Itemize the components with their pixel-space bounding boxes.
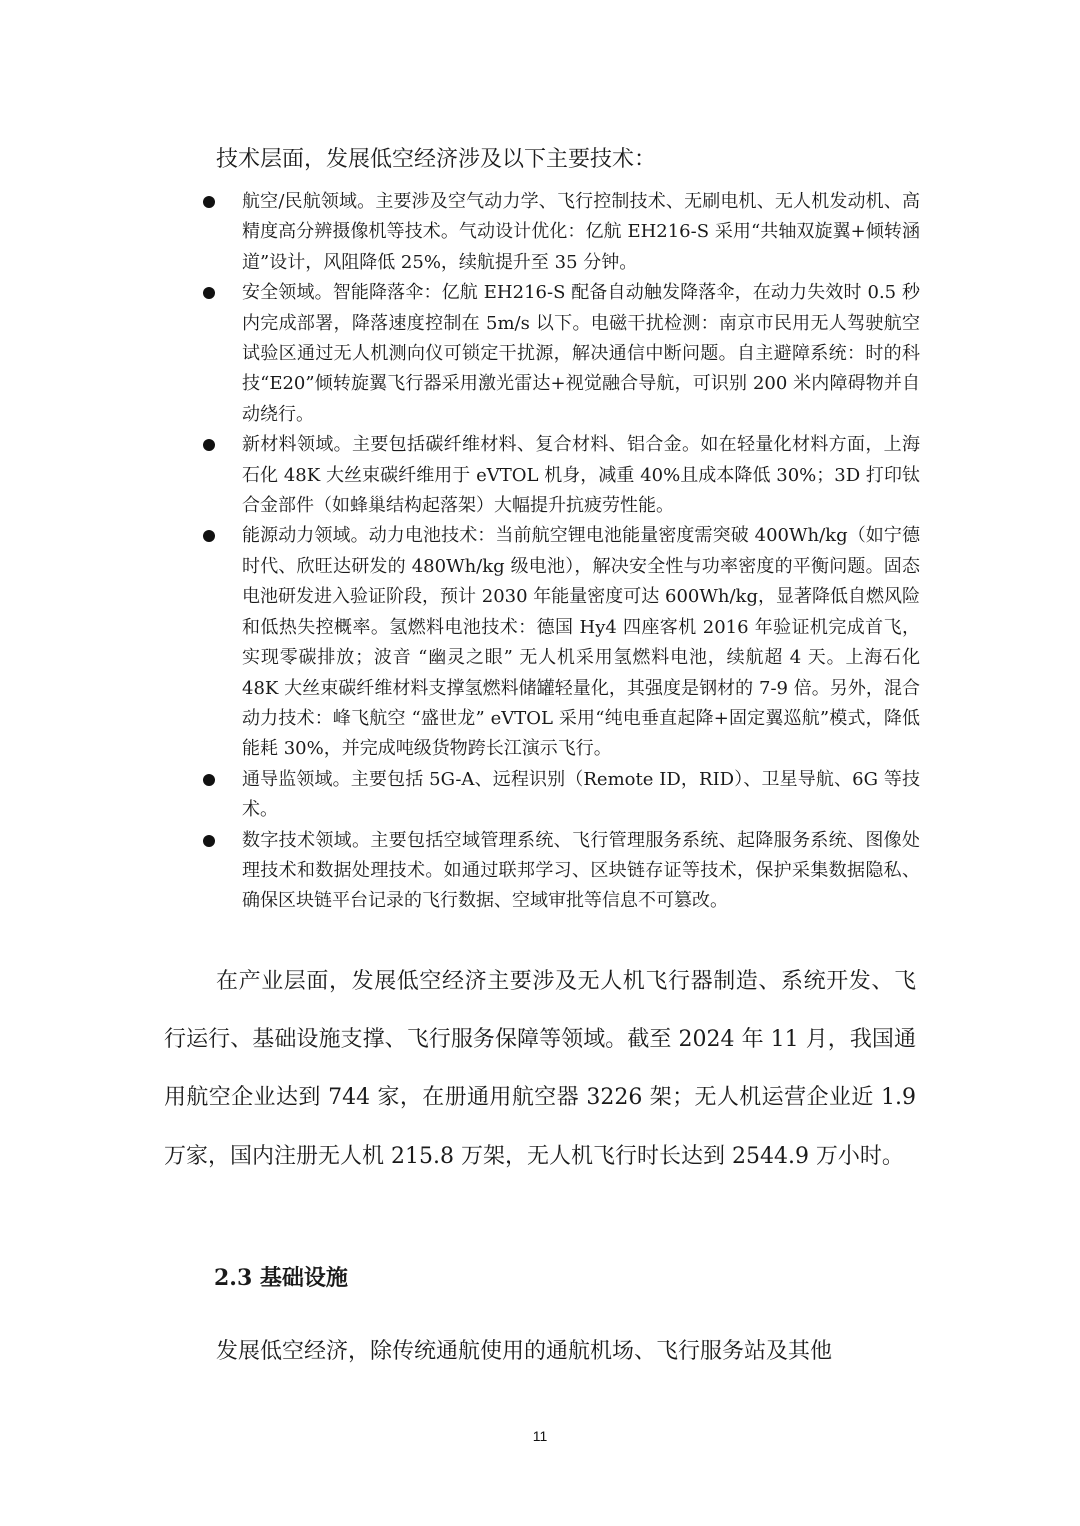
intro-paragraph: 技术层面，发展低空经济涉及以下主要技术： bbox=[216, 147, 657, 172]
industry-paragraph: 在产业层面，发展低空经济主要涉及无人机飞行器制造、系统开发、飞行运行、基础设施支撑、飞行服务保障等领域。截至 2024 年 11 月，我国通用航空企业达到 744 家，在册通用航空器 3226 架；无人机运营企业近 1.9 万家，国内注册无人机 215.8 万架，无人机飞行时长达到 2544.9 万小时。 bbox=[164, 969, 916, 1169]
bullet-dot-icon bbox=[203, 835, 215, 847]
bullet-text: 航空/民航领域。主要涉及空气动力学、飞行控制技术、无刷电机、无人机发动机、高精度高分辨摄像机等技术。气动设计优化：亿航 EH216-S 采用“共轴双旋翼+倾转涵道”设计，风阻降低 25%，续航提升至 35 分钟。 bbox=[242, 191, 920, 273]
infrastructure-paragraph: 发展低空经济，除传统通航使用的通航机场、飞行服务站及其他 bbox=[216, 1339, 833, 1364]
section-heading: 2.3 基础设施 bbox=[214, 1265, 348, 1291]
bullet-text: 通导监领域。主要包括 5G-A、远程识别（Remote ID，RID）、卫星导航、6G 等技术。 bbox=[242, 768, 920, 821]
page-number: 11 bbox=[532, 1428, 548, 1444]
bullet-dot-icon bbox=[203, 774, 215, 786]
bullet-text: 新材料领域。主要包括碳纤维材料、复合材料、铝合金。如在轻量化材料方面，上海石化 48K 大丝束碳纤维用于 eVTOL 机身，减重 40%且成本降低 30%；3D 打印钛合金部件（如蜂巢结构起落架）大幅提升抗疲劳性能。 bbox=[242, 434, 920, 517]
bullet-dot-icon bbox=[203, 196, 215, 208]
bullet-text: 能源动力领域。动力电池技术：当前航空锂电池能量密度需突破 400Wh/kg（如宁德时代、欣旺达研发的 480Wh/kg 级电池），解决安全性与功率密度的平衡问题。固态电池研发进入验证阶段，预计 2030 年能量密度可达 600Wh/kg，显著降低自燃风险和低热失控概率。氢燃料电池技术：德国 Hy4 四座客机 2016 年验证机完成首飞，实现零碳排放；波音 “幽灵之眼” 无人机采用氢燃料电池，续航超 4 天。上海石化 48K 大丝束碳纤维材料支撑氢燃料储罐轻量化，其强度是钢材的 7-9 倍。另外，混合动力技术：峰飞航空 “盛世龙” eVTOL 采用“纯电垂直起降+固定翼巡航”模式，降低能耗 30%，并完成吨级货物跨长江演示飞行。 bbox=[242, 525, 920, 760]
bullet-item-digital bbox=[200, 826, 920, 917]
bullet-dot-icon bbox=[203, 287, 215, 299]
bullet-text: 安全领域。智能降落伞：亿航 EH216-S 配备自动触发降落伞，在动力失效时 0.5 秒内完成部署，降落速度控制在 5m/s 以下。电磁干扰检测：南京市民用无人驾驶航空试验区通过无人机测向仪可锁定干扰源，解决通信中断问题。自主避障系统：时的科技“E20”倾转旋翼飞行器采用激光雷达+视觉融合导航，可识别 200 米内障碍物并自动绕行。 bbox=[242, 282, 920, 425]
bullet-item-communication bbox=[200, 765, 920, 826]
technology-bullet-list bbox=[200, 187, 920, 917]
bullet-item-materials bbox=[200, 430, 920, 521]
bullet-item-safety bbox=[200, 278, 920, 430]
bullet-item-aviation bbox=[200, 187, 920, 278]
bullet-dot-icon bbox=[203, 439, 215, 451]
bullet-dot-icon bbox=[203, 530, 215, 542]
bullet-item-energy bbox=[200, 521, 920, 764]
bullet-text: 数字技术领域。主要包括空域管理系统、飞行管理服务系统、起降服务系统、图像处理技术和数据处理技术。如通过联邦学习、区块链存证等技术，保护采集数据隐私、确保区块链平台记录的飞行数据、空域审批等信息不可篡改。 bbox=[242, 829, 920, 912]
